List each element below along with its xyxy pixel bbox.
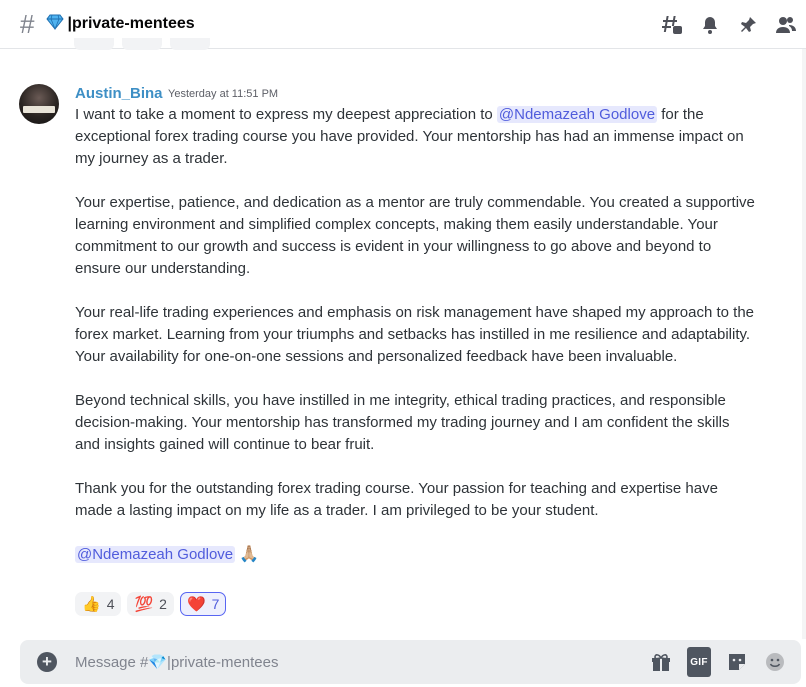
pin-icon[interactable] <box>736 13 760 37</box>
reaction-count: 4 <box>106 596 115 612</box>
message-paragraph: Your expertise, patience, and dedication as a mentor are truly commendable. You created a supportive learning environment and simplified complex concepts, making them easily understandable. Your commitment to our growth and success is evident in your willingness to go above and beyond to ensure our understanding. <box>75 194 755 277</box>
reaction-hundred[interactable] <box>127 592 173 616</box>
previous-reaction[interactable] <box>122 38 162 50</box>
message-paragraph: Your real-life trading experiences and emphasis on risk management have shaped my approach to the forex market. Learning from your triumphs and setbacks has instilled in me resilience and adaptability. Your availability for one-on-one sessions and personalized feedback have been invaluable. <box>75 304 755 365</box>
plus-icon[interactable]: + <box>37 652 57 672</box>
emoji-picker-icon[interactable] <box>763 650 787 674</box>
channel-name: |private-mentees <box>67 15 195 32</box>
composer-toolbar <box>649 650 787 674</box>
heart-emoji: ❤️ <box>186 596 206 613</box>
message-text: for the exceptional forex trading course you have provided. Your mentorship has had an immense impact on my journey as a trader. <box>75 106 744 167</box>
hundred-points-emoji: 💯 <box>134 596 154 613</box>
thumbs-up-emoji: 👍 <box>82 596 101 613</box>
avatar[interactable] <box>19 84 59 124</box>
previous-message-reactions <box>74 38 210 52</box>
message-composer <box>20 640 801 684</box>
reaction-count: 2 <box>159 596 167 612</box>
sticker-icon[interactable] <box>725 650 749 674</box>
previous-reaction[interactable] <box>170 38 210 50</box>
reaction-count: 7 <box>211 596 220 612</box>
header-toolbar <box>660 13 798 37</box>
message-timestamp: Yesterday at 11:51 PM <box>168 88 279 100</box>
gift-icon[interactable] <box>649 650 673 674</box>
gif-label: GIF <box>687 647 711 677</box>
scrollbar[interactable] <box>802 49 806 639</box>
message-paragraph <box>75 104 755 170</box>
folded-hands-emoji: 🙏🏼 <box>239 546 260 563</box>
message-paragraph: Thank you for the outstanding forex trading course. Your passion for teaching and expertise have made a lasting impact on my life as a trader. I am privileged to be your student. <box>75 480 718 519</box>
bell-icon[interactable] <box>698 13 722 37</box>
reaction-thumbs-up[interactable] <box>75 592 121 616</box>
reaction-heart[interactable] <box>180 592 226 616</box>
user-mention[interactable]: @Ndemazeah Godlove <box>498 106 656 123</box>
message-input[interactable]: Message #💎|private-mentees <box>75 654 279 671</box>
previous-reaction[interactable] <box>74 38 114 50</box>
message-paragraph <box>75 544 755 566</box>
message-author[interactable]: Austin_Bina <box>75 85 163 102</box>
reaction-bar <box>75 592 226 616</box>
gem-icon <box>46 14 64 35</box>
members-icon[interactable] <box>774 13 798 37</box>
message-text: I want to take a moment to express my deepest appreciation to <box>75 106 497 123</box>
gif-button[interactable] <box>687 650 711 674</box>
threads-icon[interactable] <box>660 13 684 37</box>
message-paragraph: Beyond technical skills, you have instilled in me integrity, ethical trading practices, and responsible decision-making. Your mentorship has transformed my trading journey and I am confident the skills and insights gained will continue to bear fruit. <box>75 392 730 453</box>
hash-icon: # <box>20 8 35 39</box>
message-content <box>75 104 755 588</box>
user-mention[interactable]: @Ndemazeah Godlove <box>77 546 234 563</box>
avatar-banner <box>23 106 55 113</box>
